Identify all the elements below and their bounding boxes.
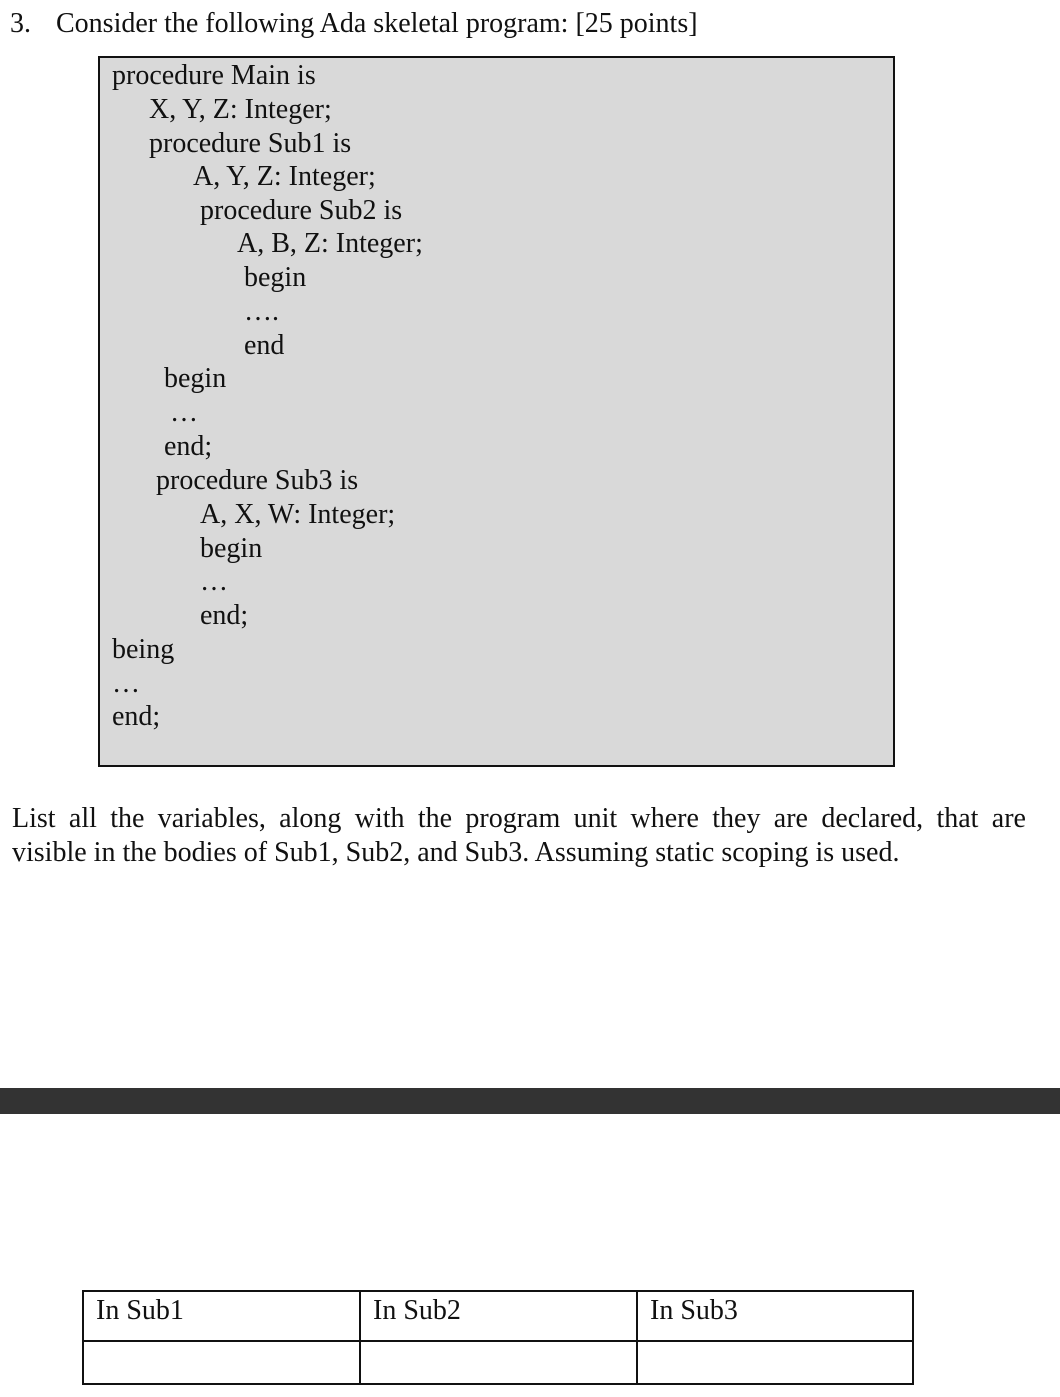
code-line: end; (164, 431, 213, 462)
question-number: 3. (10, 8, 31, 39)
code-line: X, Y, Z: Integer; (149, 94, 332, 125)
code-line: … (200, 566, 228, 597)
answer-cell-sub3[interactable] (637, 1341, 913, 1384)
code-line: begin (164, 363, 227, 394)
instructions-line: visible in the bodies of Sub1, Sub2, and Sub3. Assuming static scoping is used. (12, 837, 900, 868)
code-line: being (112, 634, 175, 665)
header-in-sub2: In Sub2 (360, 1291, 637, 1341)
header-in-sub3: In Sub3 (637, 1291, 913, 1341)
code-line: end; (112, 701, 161, 732)
instructions-line: List all the variables, along with the program unit where they are declared, that are (12, 803, 1026, 834)
answer-cell-sub2[interactable] (360, 1341, 637, 1384)
header-in-sub1: In Sub1 (83, 1291, 360, 1341)
code-line: procedure Sub2 is (200, 195, 403, 226)
code-line: … (112, 668, 140, 699)
code-line: begin (200, 533, 263, 564)
code-listing (98, 56, 895, 767)
code-line: procedure Sub1 is (149, 128, 352, 159)
code-line: A, B, Z: Integer; (237, 228, 423, 259)
code-line: … (170, 397, 198, 428)
code-line: end (244, 330, 285, 361)
table-header-row (83, 1291, 913, 1341)
instructions-paragraph (12, 802, 1026, 870)
answer-cell-sub1[interactable] (83, 1341, 360, 1384)
code-line: end; (200, 600, 249, 631)
code-line: …. (244, 296, 279, 327)
answer-table (82, 1290, 914, 1385)
code-line: begin (244, 262, 307, 293)
code-line: A, Y, Z: Integer; (193, 161, 376, 192)
code-line: A, X, W: Integer; (200, 499, 396, 530)
question-heading (10, 6, 698, 42)
question-text: Consider the following Ada skeletal program: [25 points] (56, 8, 698, 39)
page-separator-bar (0, 1088, 1060, 1114)
code-line: procedure Main is (112, 60, 316, 91)
table-answer-row (83, 1341, 913, 1384)
code-line: procedure Sub3 is (156, 465, 359, 496)
